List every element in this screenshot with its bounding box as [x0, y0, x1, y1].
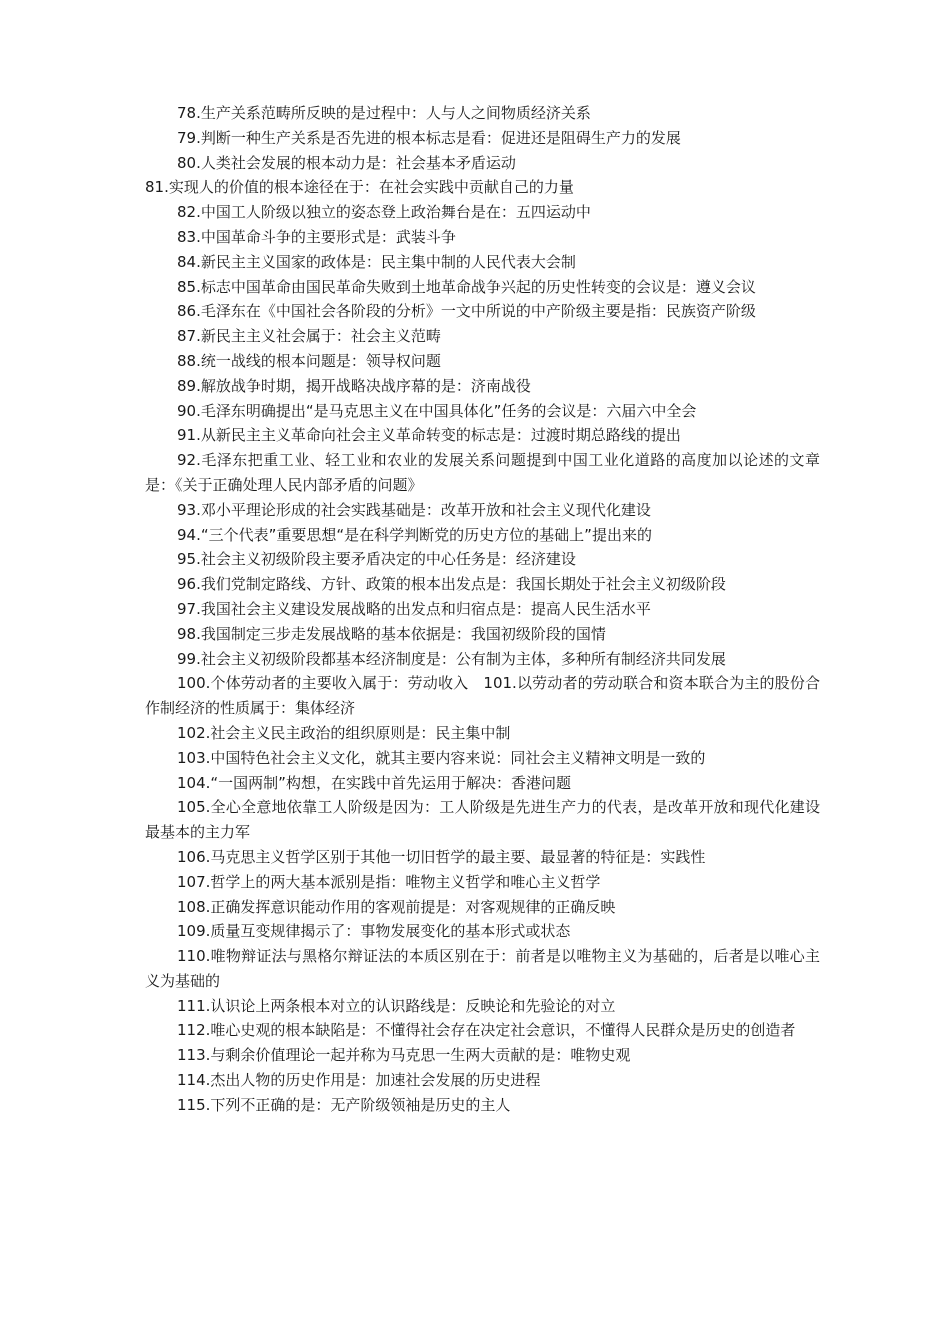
document-paragraph: 99.社会主义初级阶段都基本经济制度是：公有制为主体，多种所有制经济共同发展 — [177, 649, 726, 668]
document-paragraph: 93.邓小平理论形成的社会实践基础是：改革开放和社会主义现代化建设 — [177, 500, 651, 519]
document-paragraph: 82.中国工人阶级以独立的姿态登上政治舞台是在：五四运动中 — [177, 203, 591, 222]
document-paragraph: 96.我们党制定路线、方针、政策的根本出发点是：我国长期处于社会主义初级阶段 — [177, 575, 726, 594]
document-paragraph: 83.中国革命斗争的主要形式是：武装斗争 — [177, 227, 456, 246]
document-paragraph: 84.新民主主义国家的政体是：民主集中制的人民代表大会制 — [177, 252, 576, 271]
document-paragraph: 110.唯物辩证法与黑格尔辩证法的本质区别在于：前者是以唯物主义为基础的，后者是以唯心主义为基础的 — [145, 947, 820, 990]
document-paragraph: 106.马克思主义哲学区别于其他一切旧哲学的最主要、最显著的特征是：实践性 — [177, 847, 706, 866]
document-paragraph: 79.判断一种生产关系是否先进的根本标志是看：促进还是阻碍生产力的发展 — [177, 128, 681, 147]
document-paragraph: 94.“三个代表”重要思想“是在科学判断党的历史方位的基础上”提出来的 — [177, 525, 652, 544]
document-paragraph: 102.社会主义民主政治的组织原则是：民主集中制 — [177, 723, 511, 742]
document-paragraph: 108.正确发挥意识能动作用的客观前提是：对客观规律的正确反映 — [177, 897, 616, 916]
document-paragraph: 97.我国社会主义建设发展战略的出发点和归宿点是：提高人民生活水平 — [177, 599, 651, 618]
document-paragraph: 89.解放战争时期，揭开战略决战序幕的是：济南战役 — [177, 376, 531, 395]
document-paragraph: 98.我国制定三步走发展战略的基本依据是：我国初级阶段的国情 — [177, 624, 606, 643]
document-paragraph: 95.社会主义初级阶段主要矛盾决定的中心任务是：经济建设 — [177, 550, 576, 569]
document-paragraph: 113.与剩余价值理论一起并称为马克思一生两大贡献的是：唯物史观 — [177, 1046, 631, 1065]
document-paragraph: 88.统一战线的根本问题是：领导权问题 — [177, 351, 441, 370]
document-paragraph: 78.生产关系范畴所反映的是过程中：人与人之间物质经济关系 — [177, 104, 591, 122]
document-paragraph: 100.个体劳动者的主要收入属于：劳动收入 101.以劳动者的劳动联合和资本联合为主的股份合作制经济的性质属于：集体经济 — [145, 674, 820, 718]
document-paragraph: 103.中国特色社会主义文化，就其主要内容来说：同社会主义精神文明是一致的 — [177, 748, 706, 767]
document-paragraph: 109.质量互变规律揭示了：事物发展变化的基本形式或状态 — [177, 922, 571, 941]
document-paragraph: 91.从新民主主义革命向社会主义革命转变的标志是：过渡时期总路线的提出 — [177, 426, 681, 445]
document-paragraph: 81.实现人的价值的根本途径在于：在社会实践中贡献自己的力量 — [145, 178, 574, 197]
document-paragraph: 92.毛泽东把重工业、轻工业和农业的发展关系问题提到中国工业化道路的高度加以论述的文章是：《关于正确处理人民内部矛盾的问题》 — [145, 451, 820, 494]
document-body — [145, 101, 820, 1118]
document-paragraph: 80.人类社会发展的根本动力是：社会基本矛盾运动 — [177, 153, 516, 172]
document-paragraph: 90.毛泽东明确提出“是马克思主义在中国具体化”任务的会议是：六届六中全会 — [177, 401, 697, 420]
document-paragraph: 107.哲学上的两大基本派别是指：唯物主义哲学和唯心主义哲学 — [177, 872, 601, 891]
document-paragraph: 111.认识论上两条根本对立的认识路线是：反映论和先验论的对立 — [177, 996, 616, 1015]
document-paragraph: 85.标志中国革命由国民革命失败到土地革命战争兴起的历史性转变的会议是：遵义会议 — [177, 277, 756, 296]
document-paragraph: 105.全心全意地依靠工人阶级是因为：工人阶级是先进生产力的代表，是改革开放和现代化建设最基本的主力军 — [145, 798, 820, 842]
document-paragraph: 114.杰出人物的历史作用是：加速社会发展的历史进程 — [177, 1071, 541, 1090]
document-paragraph: 115.下列不正确的是：无产阶级领袖是历史的主人 — [177, 1095, 511, 1114]
document-paragraph: 87.新民主主义社会属于：社会主义范畴 — [177, 327, 441, 346]
document-paragraph: 104.“一国两制”构想，在实践中首先运用于解决：香港问题 — [177, 773, 571, 792]
document-paragraph: 112.唯心史观的根本缺陷是：不懂得社会存在决定社会意识，不懂得人民群众是历史的创造者 — [177, 1021, 796, 1040]
document-paragraph: 86.毛泽东在《中国社会各阶段的分析》一文中所说的中产阶级主要是指：民族资产阶级 — [177, 302, 756, 321]
